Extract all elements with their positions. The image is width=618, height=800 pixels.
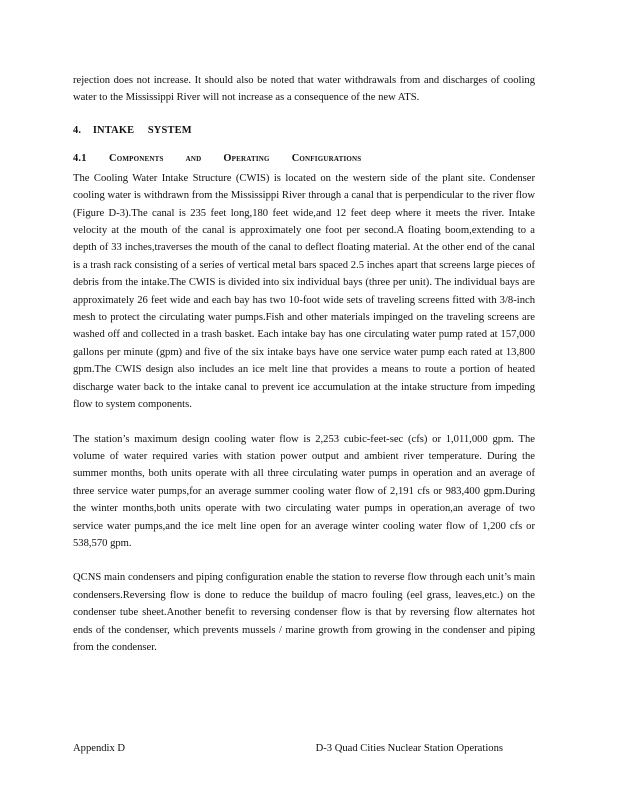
subsection-word2: and [185,152,202,164]
subsection-heading [73,152,535,166]
body-paragraph-flow: The station’s maximum design cooling water flow is 2,253 cubic-feet-sec (cfs) or 1,011,000 gpm. The volume of water required varies with station power output and ambient river temperature. During the summer months, both units operate with all three circulating water pumps in operation and an average of three service water pumps,for an average summer cooling water flow of 2,191 cfs or 983,400 gpm.During the winter months,both units operate with two circulating water pumps in operation,an average of two service water pumps,and the ice melt line open for an average winter cooling water flow of 1,200 cfs or 538,570 gpm. [73,433,535,549]
footer-right: D-3 Quad Cities Nuclear Station Operations [315,743,503,754]
body-paragraph-cwis: The Cooling Water Intake Structure (CWIS) is located on the western side of the plant site. Condenser cooling water is withdrawn from the Mississippi River through a canal that is perpendicular to the river flow (Figure D-3).The canal is 235 feet long,180 feet wide,and 12 feet deep where it meets the river. Intake velocity at the mouth of the canal is approximately one foot per second.A floating boom,extending to a depth of 33 inches,traverses the mouth of the canal to deflect floating material. At the other end of the canal is a trash rack consisting of a series of vertical metal bars spaced 2.5 inches apart that screens large pieces of debris from the intake.The CWIS is divided into six individual bays (three per unit). The individual bays are approximately 26 feet wide and each bay has two 10-foot wide sets of traveling screens fitted with 3/8-inch mesh to protect the circulating water pumps.Fish and other materials impinged on the traveling screens are washed off and collected in a trash basket. Each intake bay has one circulating water pump rated at 157,000 gallons per minute (gpm) and five of the six intake bays have one service water pump each rated at 13,800 gpm.The CWIS design also includes an ice melt line that provides a means to route a portion of heated discharge water back to the intake canal to prevent ice accumulation at the intake structure from impeding flow to system components. [73,172,535,411]
subsection-number: 4.1 [73,152,87,164]
subsection-word3: Operating [223,152,270,164]
section-heading [73,124,535,138]
document-page [73,72,535,656]
subsection-word4: Configurations [291,152,362,164]
section-title-word1: INTAKE [92,124,135,136]
body-paragraph-condensers: QCNS main condensers and piping configuration enable the station to reverse flow through each unit’s main condensers.Reversing flow is done to reduce the buildup of macro fouling (eel grass, leaves,etc.) on the condenser tube sheet.Another benefit to reversing condenser flow is that by reversing flow alternates hot ends of the condenser, which prevents mussels / marine growth from growing in the condenser and piping from the condenser. [73,572,535,653]
subsection-word1: Components [109,152,164,164]
footer-left: Appendix D [73,743,126,754]
page-footer [73,742,503,756]
section-title-word2: SYSTEM [147,124,192,136]
intro-paragraph: rejection does not increase. It should also be noted that water withdrawals from and discharges of cooling water to the Mississippi River will not increase as a consequence of the new ATS. [73,75,535,104]
section-number: 4. [73,124,82,136]
